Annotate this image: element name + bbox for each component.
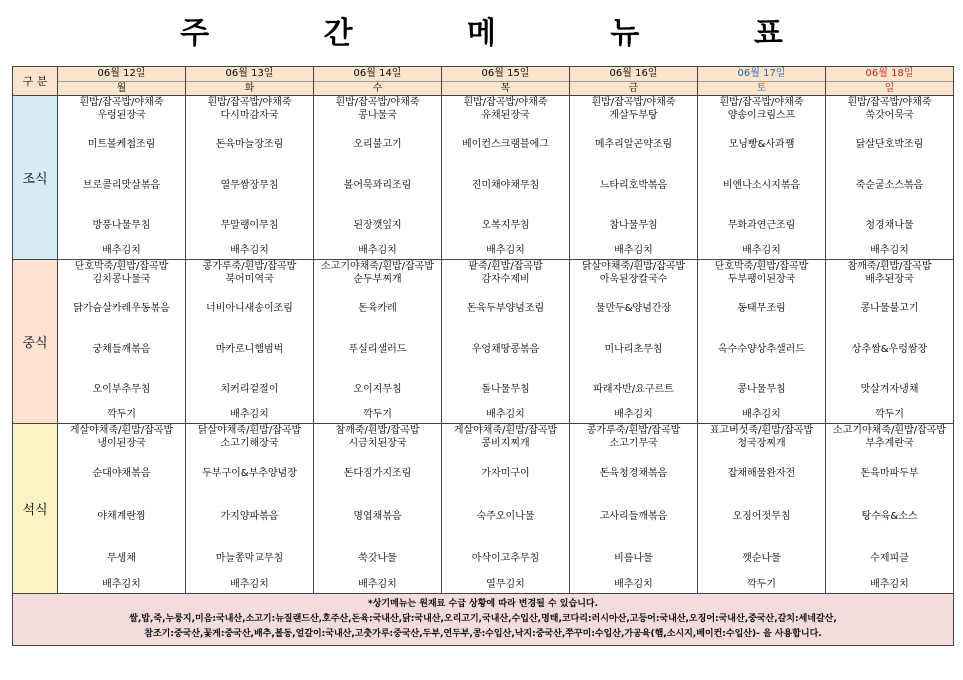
menu-item: 열무김치 (486, 579, 525, 591)
day-name: 화 (244, 83, 255, 94)
menu-item: 콩나물불고기 (860, 302, 919, 314)
menu-item: 진미채야채무침 (471, 179, 540, 191)
lunch-cell (58, 260, 186, 424)
menu-item: 시금치된장국 (348, 438, 407, 449)
day-date: 06월 16일 (570, 67, 697, 82)
menu-item: 수제피클 (870, 553, 909, 565)
day-date: 06월 12일 (58, 67, 185, 82)
menu-item: 단호박죽/흰밥/잡곡밥 (714, 261, 809, 272)
menu-item: 흰밥/잡곡밥/야채죽 (463, 97, 548, 108)
day-name: 월 (116, 83, 127, 94)
menu-item: 우렁된장국 (97, 110, 146, 121)
menu-item: 배추김치 (230, 579, 269, 591)
weekly-menu-table (12, 66, 954, 646)
menu-item: 양송이크림스프 (727, 110, 796, 121)
menu-item: 소고기해장국 (220, 438, 279, 449)
dinner-cell (442, 424, 570, 594)
menu-item: 콩나물국 (358, 110, 397, 121)
menu-item: 명엽채볶음 (353, 510, 402, 522)
lunch-cell (442, 260, 570, 424)
day-name: 금 (628, 83, 639, 94)
menu-item: 깍두기 (363, 409, 392, 421)
menu-item: 돈육카레 (358, 302, 397, 314)
menu-item: 오리불고기 (353, 138, 402, 150)
menu-item: 가자미구이 (481, 467, 530, 479)
menu-item: 흰밥/잡곡밥/야채죽 (591, 97, 676, 108)
menu-item: 물만두&양념간장 (595, 302, 672, 314)
menu-item: 소고기무국 (609, 438, 658, 449)
header-row (13, 67, 954, 96)
menu-item: 우엉채땅콩볶음 (471, 343, 540, 355)
menu-item: 야채계란찜 (97, 510, 146, 522)
menu-item: 된장깻잎지 (353, 220, 402, 232)
menu-item: 배추김치 (486, 409, 525, 421)
menu-item: 참깨죽/흰밥/잡곡밥 (335, 425, 420, 436)
menu-item: 콩비지찌개 (481, 438, 530, 449)
lunch-cell (314, 260, 442, 424)
menu-item: 콩나물무침 (737, 384, 786, 396)
menu-item: 무생채 (107, 553, 136, 565)
menu-item: 잡채해물완자전 (727, 467, 796, 479)
menu-item: 치커리겉절이 (220, 384, 279, 396)
menu-item: 상추쌈&우렁쌈장 (851, 343, 928, 355)
menu-item: 오징어젓무침 (732, 510, 791, 522)
menu-item: 북어미역국 (225, 274, 274, 285)
menu-item: 쑥갓어묵국 (865, 110, 914, 121)
footer-row (13, 594, 954, 646)
menu-item: 닭살단호박조림 (855, 138, 924, 150)
menu-item: 방풍나물무침 (92, 220, 151, 232)
lunch-row (13, 260, 954, 424)
footer-note (13, 594, 954, 646)
dinner-row (13, 424, 954, 594)
menu-item: 무화과연근조림 (727, 220, 796, 232)
menu-item: 돈육마늘장조림 (215, 138, 284, 150)
menu-item: 게살야채죽/흰밥/잡곡밥 (69, 425, 174, 436)
menu-item: 배추김치 (614, 409, 653, 421)
menu-item: 탕수육&소스 (861, 510, 918, 522)
menu-item: 깻순나물 (742, 553, 781, 565)
menu-item: 느타리호박볶음 (599, 179, 668, 191)
dinner-label: 석식 (13, 424, 58, 594)
menu-item: 흰밥/잡곡밥/야채죽 (719, 97, 804, 108)
lunch-cell (698, 260, 826, 424)
breakfast-cell (698, 96, 826, 260)
day-date: 06월 13일 (186, 67, 313, 82)
menu-item: 베이컨스크램블에그 (462, 138, 549, 150)
menu-item: 동태무조림 (737, 302, 786, 314)
menu-item: 두부구이&부추양념장 (202, 467, 297, 479)
menu-item: 참나물무침 (609, 220, 658, 232)
menu-item: 돌나물무침 (481, 384, 530, 396)
menu-item: 흰밥/잡곡밥/야채죽 (847, 97, 932, 108)
menu-item: 깍두기 (747, 579, 776, 591)
menu-item: 두부팽이된장국 (727, 274, 796, 285)
breakfast-label: 조식 (13, 96, 58, 260)
day-date: 06월 17일 (698, 67, 825, 82)
menu-item: 궁채들깨볶음 (92, 343, 151, 355)
menu-item: 콩가루죽/흰밥/잡곡밥 (202, 261, 297, 272)
menu-item: 순두부찌개 (353, 274, 402, 285)
day-name: 수 (372, 83, 383, 94)
menu-item: 돈육마파두부 (860, 467, 919, 479)
menu-item: 미트볼케첩조림 (87, 138, 156, 150)
menu-item: 단호박죽/흰밥/잡곡밥 (74, 261, 169, 272)
menu-item: 표고버섯죽/흰밥/잡곡밥 (709, 425, 814, 436)
day-header (698, 67, 826, 96)
day-header (58, 67, 186, 96)
menu-item: 배추김치 (870, 245, 909, 257)
menu-item: 배추김치 (486, 245, 525, 257)
menu-item: 냉이된장국 (97, 438, 146, 449)
menu-item: 닭살야채죽/흰밥/잡곡밥 (197, 425, 302, 436)
menu-item: 감자수제비 (481, 274, 530, 285)
menu-item: 너비아니새송이조림 (206, 302, 293, 314)
dinner-cell (186, 424, 314, 594)
menu-item: 고사리들깨볶음 (599, 510, 668, 522)
menu-item: 소고기야채죽/흰밥/잡곡밥 (833, 425, 946, 436)
day-date: 06월 18일 (826, 67, 953, 82)
menu-item: 맛살겨자냉채 (860, 384, 919, 396)
menu-item: 배추김치 (742, 245, 781, 257)
menu-item: 돈육두부양념조림 (466, 302, 545, 314)
menu-item: 비름나물 (614, 553, 653, 565)
footer-line2: 쌀,밥,죽,누룽지,미음:국내산,소고기:뉴질랜드산,호주산,돈육:국내산,닭:국내산,오리고기,국내산,수입산,명태,코다리:러시아산,고등어:국내산,오징어:국내산,중국산,갈치:세네갈산, (129, 614, 837, 624)
day-name: 토 (756, 83, 767, 94)
menu-item: 닭살야채죽/흰밥/잡곡밥 (581, 261, 686, 272)
menu-item: 다시마감자국 (220, 110, 279, 121)
day-name: 일 (884, 83, 895, 94)
menu-item: 배추김치 (742, 409, 781, 421)
menu-item: 파래자반/요구르트 (593, 384, 674, 396)
menu-item: 참깨죽/흰밥/잡곡밥 (847, 261, 932, 272)
menu-item: 오이부추무침 (92, 384, 151, 396)
dinner-cell (58, 424, 186, 594)
lunch-cell (186, 260, 314, 424)
menu-item: 아삭이고추무침 (471, 553, 540, 565)
dinner-cell (570, 424, 698, 594)
menu-item: 깍두기 (875, 409, 904, 421)
menu-item: 게살두부탕 (609, 110, 658, 121)
menu-item: 순대야채볶음 (92, 467, 151, 479)
menu-item: 볼어묵꽈리조림 (343, 179, 412, 191)
breakfast-cell (58, 96, 186, 260)
menu-item: 배추김치 (358, 579, 397, 591)
page-title: 주 간 메 뉴 표 (180, 16, 835, 51)
lunch-cell (826, 260, 954, 424)
menu-item: 메추리알곤약조림 (594, 138, 673, 150)
day-date: 06월 14일 (314, 67, 441, 82)
breakfast-cell (186, 96, 314, 260)
menu-item: 닭가슴살카레우동볶음 (73, 302, 170, 314)
menu-item: 옥수수양상추샐러드 (718, 343, 805, 355)
menu-item: 쑥갓나물 (358, 553, 397, 565)
menu-item: 배추김치 (614, 579, 653, 591)
menu-item: 배추김치 (614, 245, 653, 257)
day-header (314, 67, 442, 96)
menu-item: 미나리초무침 (604, 343, 663, 355)
day-header (570, 67, 698, 96)
menu-item: 청국장찌개 (737, 438, 786, 449)
menu-item: 콩가루죽/흰밥/잡곡밥 (586, 425, 681, 436)
menu-item: 배추김치 (230, 245, 269, 257)
menu-item: 부추계란국 (865, 438, 914, 449)
menu-item: 배추김치 (230, 409, 269, 421)
menu-item: 깍두기 (107, 409, 136, 421)
menu-item: 아욱된장칼국수 (599, 274, 668, 285)
day-name: 목 (500, 83, 511, 94)
menu-item: 죽순굴소스볶음 (855, 179, 924, 191)
menu-item: 브로콜리맛살볶음 (82, 179, 161, 191)
menu-item: 비엔나소시지볶음 (722, 179, 801, 191)
menu-item: 청경채나물 (865, 220, 914, 232)
lunch-label: 중식 (13, 260, 58, 424)
day-header (826, 67, 954, 96)
dinner-cell (826, 424, 954, 594)
menu-item: 팥죽/흰밥/잡곡밥 (468, 261, 543, 272)
breakfast-cell (442, 96, 570, 260)
menu-item: 가지양파볶음 (220, 510, 279, 522)
day-header (442, 67, 570, 96)
menu-item: 무말랭이무침 (220, 220, 279, 232)
breakfast-cell (314, 96, 442, 260)
lunch-cell (570, 260, 698, 424)
menu-item: 배추된장국 (865, 274, 914, 285)
menu-item: 배추김치 (102, 245, 141, 257)
menu-item: 김치콩나물국 (92, 274, 151, 285)
menu-item: 마카로니햄범벅 (215, 343, 284, 355)
breakfast-cell (570, 96, 698, 260)
menu-item: 열무쌈장무침 (220, 179, 279, 191)
gubun-header: 구 분 (13, 67, 58, 96)
dinner-cell (698, 424, 826, 594)
breakfast-row (13, 96, 954, 260)
menu-item: 오이지무침 (353, 384, 402, 396)
menu-item: 마늘쫑막교무침 (215, 553, 284, 565)
menu-item: 숙주오이나물 (476, 510, 535, 522)
menu-item: 배추김치 (102, 579, 141, 591)
footer-line1: *상기메뉴는 원재료 수급 상황에 따라 변경될 수 있습니다. (367, 599, 599, 609)
menu-item: 모닝빵&사과쨈 (728, 138, 795, 150)
menu-item: 배추김치 (358, 245, 397, 257)
menu-item: 흰밥/잡곡밥/야채죽 (79, 97, 164, 108)
menu-item: 게살야채죽/흰밥/잡곡밥 (453, 425, 558, 436)
footer-line3: 참조기:중국산,꽃게:중국산,배추,볼동,얼갈이:국내산,고춧가루:중국산,두부,연두부,콩:수입산,낙지:중국산,쭈꾸미:수입산,가공육(햄,소시지,베이컨:수입산)- 을 사용합니다. (144, 629, 822, 639)
menu-item: 흰밥/잡곡밥/야채죽 (335, 97, 420, 108)
menu-item: 오복지무침 (481, 220, 530, 232)
menu-item: 돈다짐가지조림 (343, 467, 412, 479)
day-date: 06월 15일 (442, 67, 569, 82)
menu-item: 푸실리샐러드 (348, 343, 407, 355)
menu-item: 유채된장국 (481, 110, 530, 121)
day-header (186, 67, 314, 96)
menu-item: 흰밥/잡곡밥/야채죽 (207, 97, 292, 108)
menu-item: 돈육청경채볶음 (599, 467, 668, 479)
menu-item: 배추김치 (870, 579, 909, 591)
dinner-cell (314, 424, 442, 594)
menu-item: 소고기야채죽/흰밥/잡곡밥 (321, 261, 434, 272)
breakfast-cell (826, 96, 954, 260)
